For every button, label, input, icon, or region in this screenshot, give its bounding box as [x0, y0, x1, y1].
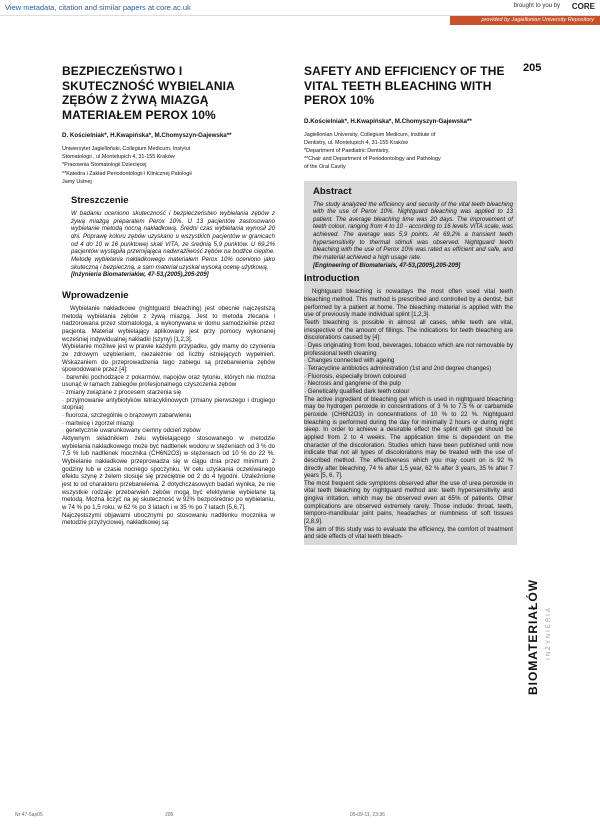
- right-column: [304, 64, 517, 545]
- abstract-ref: [Engineering of Biomaterials, 47-53,(2005),205-209]: [313, 261, 461, 269]
- paragraph: · Genetically qualified dark teeth colour: [304, 387, 410, 395]
- paragraph: Nightguard bleaching is nowadays the most often used vital teeth bleaching method. This method is prescribed and controlled by a dentist, but performed by a patient at home. The bleaching material is applied with the use of previously made individual splint [1,2,3].: [304, 288, 513, 319]
- paragraph: The active ingredient of bleaching gel which is used in nightguard bleaching may be hydrogen peroxide in concentrations of 3 % to 7.5 % or carbamide peroxide (CH6N2O3) in concentrations of 10 % to 22 %. Nightguard bleaching is performed during the day for minimally 2 hours or during night sleep. In order to achieve a desirable effect the splint with gel should be applied from 2 to 4 weeks. The application time is dependent on the character of the discoloration. Studies which have been published until now indicate that not all types of discolorations may be treated with the use of described method. The effectiveness which you may count on is 92 % directly after bleaching, 74 % after 1,5 year, 62 % after 3 years, 35 % after 7 years [5, 6, 7].: [304, 395, 513, 480]
- paragraph: · Dyes originating from food, beverages, tobacco which are not removable by professional teeth cleaning: [304, 342, 513, 357]
- page-number: 205: [523, 62, 542, 74]
- abstract-box-english: [304, 181, 517, 546]
- affiliation-english: [304, 131, 517, 172]
- paragraph: Najczęstszymi objawami ubocznymi po stosowaniu nadtlenku mocznika w metodzie przyżyciowej, nakładkowej są:: [62, 511, 275, 527]
- footer-timestamp: 05-09-11, 23:36: [350, 812, 385, 818]
- core-logo[interactable]: CORE: [571, 2, 595, 11]
- paragraph: · przyjmowanie antybiotyków tetracyklinowych (zmiany pierwszego i drugiego stopnia): [62, 396, 275, 412]
- intro-heading-english: Introduction: [304, 273, 360, 285]
- paragraph: Aktywnym składnikiem żelu wybielającego stosowanego w metodzie wybielania nakładkowego może być nadtlenek wodoru w stężeniach od 3 % do 7,5 % lub nadtlenek mocznika (CH6N2O3) w stężeniach od 10 % do 22 %. Wybielanie nakładkowe przeprowadza się w ciągu dnia przez minimum 2 godziny lub w czasie nocnego spoczynku. W celu uzyskania oczekiwanego efektu szynę z żelem stosuje się przeciętnie od 2 do 4 tygodni. Uzależnione jest to od charakteru przebarwienia. Z dotychczasowych badań wynika, że nie wszystkie rodzaje przebarwień zębów mogą być efektywnie wybielane tą metodą. Można liczyć na jej skuteczność w 92% bezpośrednio po wybielaniu, w 74 % po 1,5 roku, w 62 % po 3 latach i w 35 % po 7 latach [5,6,7].: [62, 435, 275, 511]
- paragraph: · Fluorosis, especially brown coloured: [304, 372, 406, 380]
- abstract-polish: [62, 210, 275, 279]
- paragraph: Wybielanie możliwe jest w prawie każdym przypadku, gdy mamy do czynienia ze zdrowym uzębieniem, niezależnie od liczby istniejących wypełnień. Wskazaniem do przeprowadzenia tego zabiegu są przebarwienia zębów spowodowane przez [4]:: [62, 343, 275, 374]
- paragraph: The aim of this study was to evaluate the efficiency, the comfort of treatment and side effects of vital teeth bleach-: [304, 525, 513, 541]
- affiliation-line: **Chair and Department of Periodontology and Pathology: [304, 156, 441, 163]
- left-column: [62, 64, 275, 527]
- paragraph: Teeth bleaching is possible in almost all cases, while teeth are vital, irrespective of the amount of fillings. The indications for teeth bleaching are discolorations caused by [4]:: [304, 319, 513, 342]
- abstract-heading-english: Abstract: [313, 185, 352, 197]
- provider-bar: [450, 16, 600, 25]
- affiliation-line: *Pracownia Stomatologii Dziecięcej: [62, 162, 147, 169]
- paragraph: · Changes connected with ageing: [304, 357, 395, 365]
- paragraph: · zmiany związane z procesem starzenia się: [62, 389, 182, 397]
- journal-sidebar: [526, 560, 568, 710]
- paragraph: · barwniki pochodzące z pokarmów, napojów oraz tytoniu, których nie można usunąć w ramach zabiegów profesjonalnego czyszczenia zębów: [62, 373, 275, 389]
- paragraph: · fluoroza, szczególnie o brązowym zabarwieniu: [62, 412, 192, 420]
- journal-name-small: INŻYNIERIA: [545, 606, 552, 660]
- abstract-text: The study analyzed the efficiency and security of the vital teeth bleaching with the use of Perox 10%. Nightguard bleaching was applied to 13 patient. The average bleaching time was 20 days. The improvement of teeth colour, ranging from 4 to 10 - according to 16 levels VITA scale, was achieved. The average was 5,9 points. At 69,2% a transient teeth hypersensitivity to thermal stimuli was observed. Nightguard teeth bleaching with the use of Perox 10% was rated as efficient and safe, and the material achieved a high usage rate.: [313, 200, 513, 262]
- affiliation-line: Dentistry, ul. Montelupich 4, 31-155 Kraków: [304, 139, 408, 146]
- affiliation-line: Uniwersytet Jagielloński, Collegium Medicum, Instytut: [62, 146, 191, 152]
- affiliation-line: Stomatologii , ul.Montelupich 4, 31-155 Kraków: [62, 154, 175, 161]
- affiliation-line: Jamy Ustnej: [62, 178, 92, 185]
- paragraph: · martwicę i zgorzel miazgi: [62, 419, 134, 427]
- abstract-text: W badaniu oceniono skuteczność i bezpieczeństwo wybielania zębów z żywą miazgą preparatem Perox 10%. U 13 pacjentów zastosowano wybielanie metodą nocną nakładkową. Średni czas wybielania wynosił 20 dni. Poprawę koloru zębów uzyskano u wszystkich pacjentów w granicach od 4 do 10 w 16 punktowej skali VITA, ze średnią 5,9 punktów. U 69,2% pacjentów wystąpiła przemijająca nadwrażliwość zębów na bodźce cieplne. Metodę wybielania nakładkowego materiałem Perox 10% oceniono jako skuteczną i bezpieczną, a sam materiał uzyskał wysoką ocenę użytkową.: [71, 210, 275, 271]
- paragraph: · Necrosis and gangrene of the pulp: [304, 380, 401, 388]
- footer-file: Nr 47-5ap05: [15, 812, 43, 818]
- paragraph: Wybielanie nakładkowe (nightguard bleaching) jest obecnie najczęstszą metodą wybielania zębów z żywą miazgą. Jest to metoda zlecana i nadzorowana przez stomatologa, a wykonywana w domu samodzielnie przez pacjenta. Materiał wybielający aplikowany jest przy pomocy wykonanej wcześniej indywidualnej nakładki (szyny) [1,2,3].: [62, 304, 275, 343]
- paragraph: · Tetracycline antibiotics administration (1st and 2nd degree changes): [304, 364, 492, 372]
- abstract-ref: [Inżynieria Biomateriałów, 47-53,(2005),205-209]: [71, 271, 209, 279]
- provided-by-text: provided by Jagiellonian University Repository: [481, 17, 594, 23]
- affiliation-line: Jagiellonian University, Collegium Medicum, Institute of: [304, 131, 436, 138]
- affiliation-line: of the Oral Cavity: [304, 164, 346, 171]
- authors-english: D.Kościelniak*, H.Kwapińska*, M.Chomyszyn-Gajewska**: [304, 117, 472, 125]
- intro-body-polish: [62, 305, 275, 527]
- authors-polish: D. Kościelniak*, H.Kwapińska*, M.Chomyszyn-Gajewska**: [62, 132, 232, 139]
- print-footer: [15, 812, 585, 822]
- intro-heading-polish: Wprowadzenie: [62, 289, 129, 301]
- abstract-english: [304, 201, 513, 270]
- affiliation-polish: [62, 145, 275, 186]
- title-english: SAFETY AND EFFICIENCY OF THE VITAL TEETH BLEACHING WITH PEROX 10%: [304, 64, 505, 107]
- title-polish: BEZPIECZEŃSTWO I SKUTECZNOŚĆ WYBIELANIA ZĘBÓW Z ŻYWĄ MIAZGĄ MATERIAŁEM PEROX 10%: [62, 64, 235, 122]
- paragraph: · genetycznie uwarunkowany ciemny odcień zębów: [62, 427, 201, 435]
- intro-body-english: [304, 288, 513, 541]
- abstract-heading-polish: Streszczenie: [71, 195, 129, 207]
- affiliation-line: **Katedra i Zakład Periodontologii i Klinicznej Patologii: [62, 170, 192, 177]
- metadata-bar: [0, 0, 600, 16]
- brought-by-text: brought to you by: [513, 3, 560, 9]
- footer-page: 205: [165, 812, 174, 818]
- metadata-link[interactable]: View metadata, citation and similar papers at core.ac.uk: [5, 3, 191, 12]
- paragraph: The most frequent side symptoms observed after the use of urea peroxide in vital teeth bleaching by nightguard method are: teeth hypersensitivity and gingiva irritation, which may be observed even at 65% of patients. Other complications are observed extremely rarely. Those include: throat, teeth, temporo-mandibular joint pains, headaches or numbness of soft tissues [2,8,9].: [304, 479, 513, 526]
- journal-name-big: BIOMATERIAŁÓW: [526, 578, 541, 696]
- affiliation-line: *Department of Paediatric Dentistry,: [304, 147, 390, 154]
